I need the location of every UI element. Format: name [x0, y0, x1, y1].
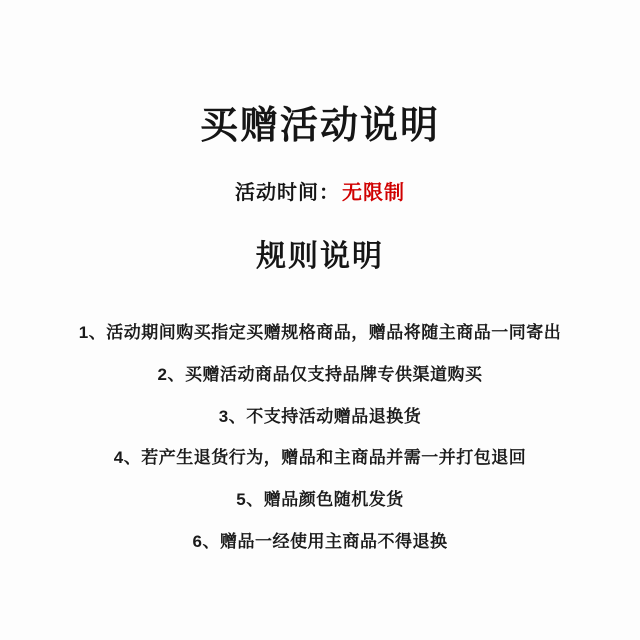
- rules-list: [0, 321, 640, 571]
- activity-period: [235, 176, 405, 205]
- section-title-rules: 规则说明: [256, 239, 384, 273]
- list-item: 6、赠品一经使用主商品不得退换: [192, 531, 448, 551]
- list-item: 1、活动期间购买指定买赠规格商品，赠品将随主商品一同寄出: [78, 323, 562, 343]
- list-item: 5、赠品颜色随机发货: [236, 490, 404, 510]
- list-item: 3、不支持活动赠品退换货: [218, 406, 422, 426]
- list-item: 4、若产生退货行为，赠品和主商品并需一并打包退回: [113, 448, 527, 468]
- activity-period-value: 无限制: [342, 181, 405, 204]
- page-title: 买赠活动说明: [199, 105, 440, 147]
- list-item: 2、买赠活动商品仅支持品牌专供渠道购买: [157, 365, 483, 385]
- activity-period-label: 活动时间：: [235, 181, 340, 204]
